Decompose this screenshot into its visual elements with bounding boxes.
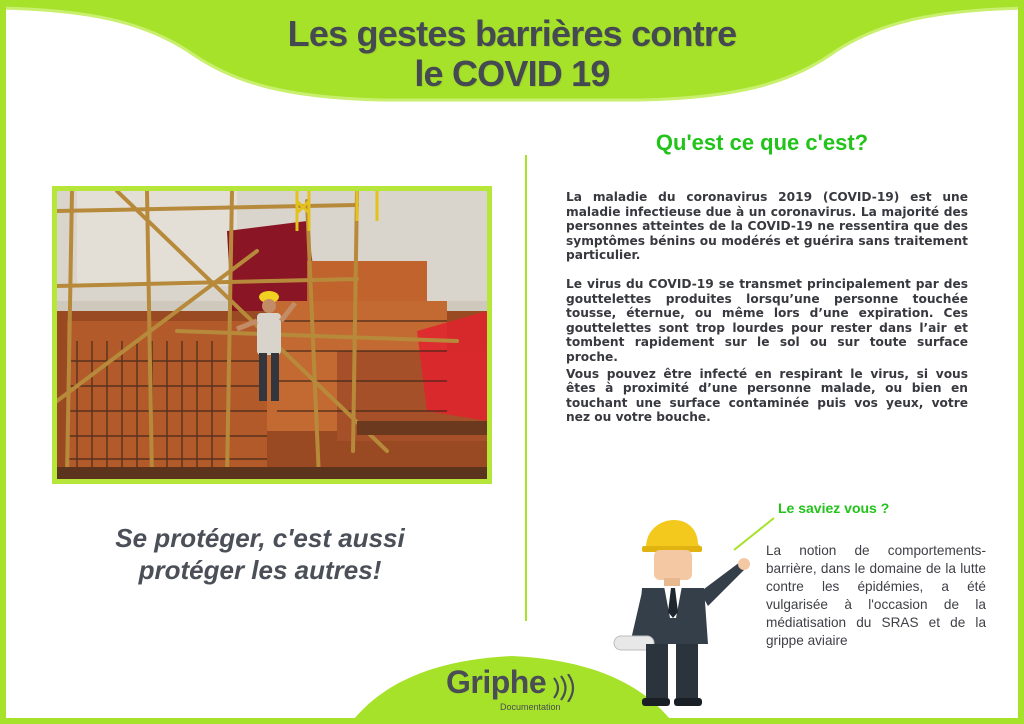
- did-you-know-heading: Le saviez vous ?: [778, 500, 890, 516]
- paragraph-infection: Vous pouvez être infecté en respirant le virus, si vous êtes à proximité d’une personne malade, ou bien en touchant une surface contaminée puis vos yeux, votre nez ou votre bouche.: [566, 366, 968, 425]
- slogan-line-1: Se protéger, c'est aussi: [115, 523, 405, 553]
- title-line-2: le COVID 19: [414, 53, 610, 94]
- section-heading: Qu'est ce que c'est?: [655, 130, 869, 155]
- logo-name: Griphe: [446, 664, 547, 700]
- title-line-1: Les gestes barrières contre: [287, 13, 737, 54]
- slogan-line-2: protéger les autres!: [138, 555, 382, 585]
- paragraph-transmission: Le virus du COVID-19 se transmet principalement par des gouttelettes produites lorsqu’une personne touchée tousse, éternue, ou même lors d’une expiration. Ces gouttelettes sont trop lourdes pour rester dans l’air et tombent rapidement sur le sol ou sur toute surface proche.: [566, 276, 968, 364]
- explanation-text: [566, 190, 968, 439]
- construction-photo: [57, 191, 487, 479]
- column-divider: [525, 155, 527, 621]
- did-you-know-text: La notion de comportements-barrière, dans le domaine de la lutte contre les épidémies, a été vulgarisée à l'occasion de la médiatisation du SRAS et de la grippe aviaire: [766, 543, 986, 648]
- construction-photo-frame: [52, 186, 492, 484]
- slogan: [60, 522, 460, 586]
- griphe-logo: [446, 664, 586, 716]
- page-title: [212, 14, 812, 94]
- signal-waves-icon: [550, 674, 578, 702]
- engineer-figure: [612, 514, 752, 710]
- paragraph-disease: La maladie du coronavirus 2019 (COVID-19) est une maladie infectieuse due à un coronavirus. La majorité des personnes atteintes de la COVID-19 ne ressentira que des symptômes bénins ou modérés et guérira sans traitement particulier.: [566, 190, 968, 263]
- logo-subtitle: Documentation: [500, 702, 561, 712]
